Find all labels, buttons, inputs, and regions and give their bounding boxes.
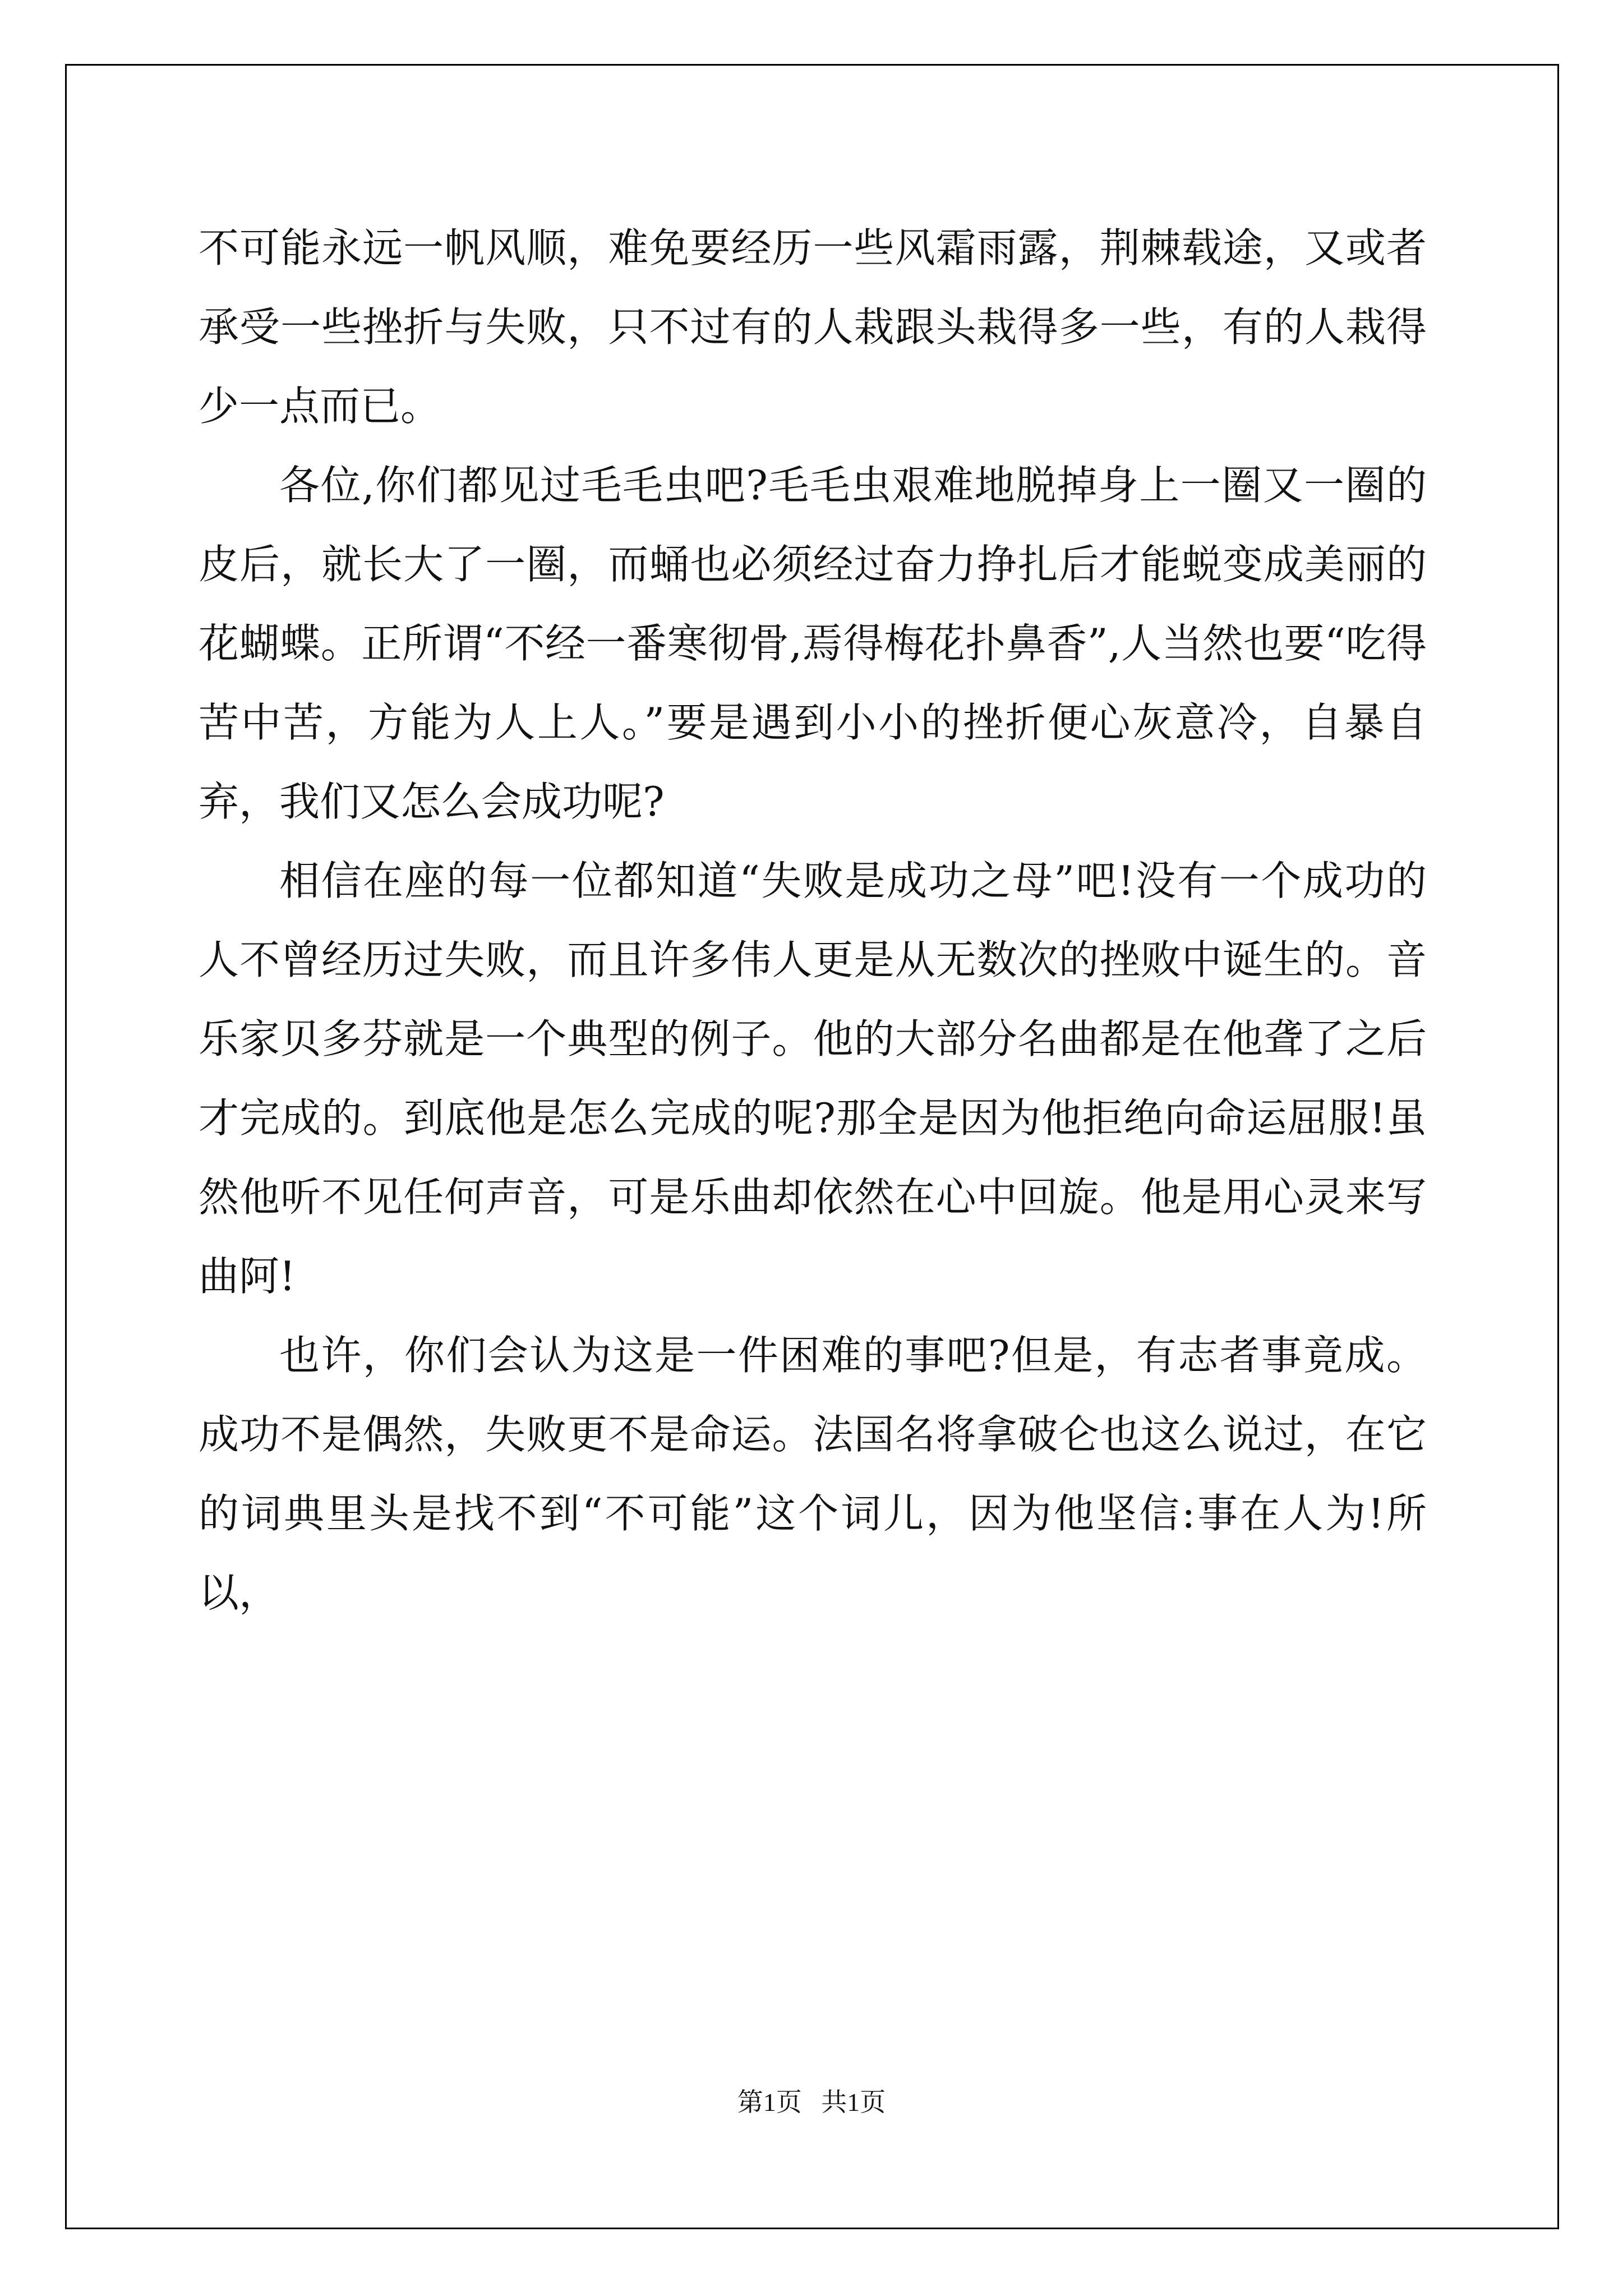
paragraph-3: 相信在座的每一位都知道“失败是成功之母”吧!没有一个成功的人不曾经历过失败，而且许多伟人更是从无数次的挫败中诞生的。音乐家贝多芬就是一个典型的例子。他的大部分名曲都是在他聋了之后才完成的。到底他是怎么完成的呢?那全是因为他拒绝向命运屈服!虽然他听不见任何声音，可是乐曲却依然在心中回旋。他是用心灵来写曲阿! bbox=[199, 857, 1427, 1300]
paragraph-2: 各位,你们都见过毛毛虫吧?毛毛虫艰难地脱掉身上一圈又一圈的皮后，就长大了一圈，而蛹也必须经过奋力挣扎后才能蜕变成美丽的花蝴蝶。正所谓“不经一番寒彻骨,焉得梅花扑鼻香”,人当然也要“吃得苦中苦，方能为人上人。”要是遇到小小的挫折便心灰意冷，自暴自弃，我们又怎么会成功呢? bbox=[199, 462, 1427, 825]
page-number-footer: 第1页 共1页 bbox=[737, 2088, 886, 2116]
paragraph-4: 也许，你们会认为这是一件困难的事吧?但是，有志者事竟成。成功不是偶然，失败更不是命运。法国名将拿破仑也这么说过，在它的词典里头是找不到“不可能”这个词儿，因为他坚信:事在人为!所以， bbox=[199, 1332, 1427, 1616]
paragraph-1: 不可能永远一帆风顺，难免要经历一些风霜雨露，荆棘载途，又或者承受一些挫折与失败，只不过有的人栽跟头栽得多一些，有的人栽得少一点而已。 bbox=[199, 224, 1427, 430]
document-body bbox=[199, 209, 1427, 1632]
